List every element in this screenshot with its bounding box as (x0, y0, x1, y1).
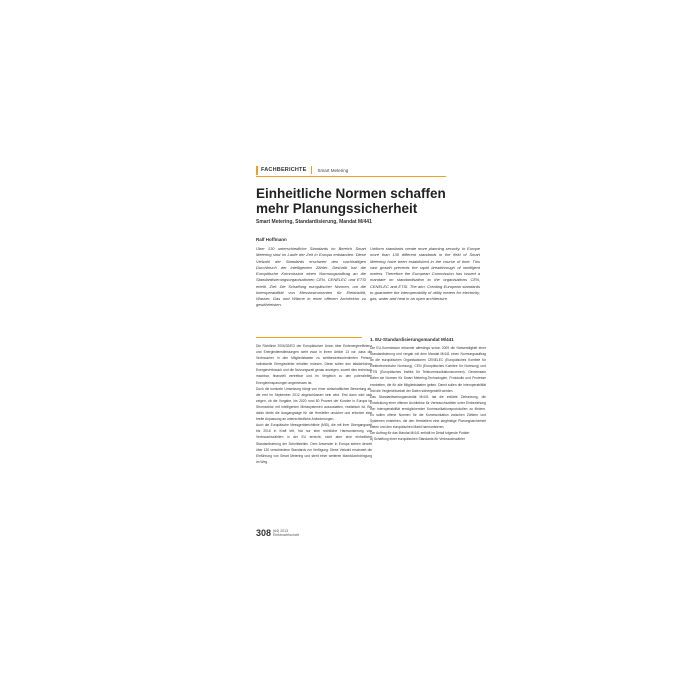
body-paragraph: Der Auftrag für das Mandat M/441 enthält im Detail folgende Punkte: (370, 431, 470, 436)
journal-name: Elektrowirtschaft (273, 533, 299, 537)
abstract-english: Uniform standards create more planning security. In Europe more than 130 different standards in the field of Smart Metering have been established in the course of time. This vast growth prevents the rapid breakthrough of intelligent meters. Therefore the European Commission has issued a mandate on standardisation to the organisations CEN, CENELEC and ETSI. The aim: Creating European standards to guarantee the interoperability of utility meters for electricity, gas, water and heat in an open architecture. (370, 246, 480, 301)
section-heading: 1. EU-Standardisierungsmandat M/441 (370, 337, 454, 342)
body-paragraph: a) Schaffung einer europäischen Standards für Verbrauchszähler (370, 437, 465, 442)
journal-issue: (64) 2013 (273, 528, 289, 533)
page-footer (256, 528, 299, 538)
body-paragraph: Die Richtlinie 2006/32/EG der Europäischen Union über Endenergieeffizienz und Energiedienstleistungen sieht zwar in ihrem Artikel 13 vor, dass die Verbraucher in den Mitgliedstaaten zu wettbewerbsorientierten Preisen individuelle Energiezähler erhalten müssen. Diese sollen den tatsächlichen Energieverbrauch und die Nutzungszeit genau anzeigen, soweit dies technisch machbar, finanziell vertretbar und im Vergleich zu den potenziellen Energieeinsparungen angemessen ist. (256, 344, 372, 385)
article-author: Ralf Hoffmann (256, 237, 287, 242)
article-title: Einheitliche Normen schaffen mehr Planungssicherheit (256, 186, 446, 216)
header-rule (256, 176, 446, 177)
accent-bar (256, 166, 258, 175)
body-column-left (256, 343, 372, 465)
page-number: 308 (256, 528, 272, 538)
header-separator (311, 166, 312, 174)
body-paragraph: Die EU-Kommission erkannte allerdings schon 2009 die Notwendigkeit einer Standardisierung und vergab mit dem Mandat M/441 einen Normungsauftrag an die europäischen Organisationen CENELEC (Europäisches Komitee für Elektrotechnische Normung), CEN (Europäisches Komitee für Normung) und ETSI (Europäisches Institut für Telekommunikationsnormen). Gemeinsam sollen sie Normen für Smart Metering-Technologien, Protokolle und Prozesse erarbeiten, die für alle Mitgliedstaaten gelten. Damit sollen die Interoperabilität und die Vergleichbarkeit der Daten sichergestellt werden. (370, 346, 486, 393)
section-header (256, 165, 348, 175)
section-label: FACHBERICHTE (261, 167, 307, 173)
body-rule (256, 337, 362, 338)
body-paragraph: Doch die konkrete Umsetzung hängt von einer wirtschaftlichen Bewertung ab, die erst im September 2012 abgeschlossen sein wird. Erst dann wird sich zeigen, ob die Vorgabe, bis 2020 rund 80 Prozent der Kunden in Europa im Stromsektor mit intelligenten Messsystemen auszustatten, realistisch ist. Bis dahin bleibt die Ausgangslage für die Hersteller unsicher und erfordert eine breite Anpassung an unterschiedliche Anforderungen. (256, 386, 372, 422)
subsection-label: Smart Metering (317, 167, 349, 173)
body-paragraph: Auch die Europäische Messgeräterichtlinie (MID), die mit ihrer Übergangszeit bis 2016 in Kraft tritt, hat nur eine rechtliche Harmonisierung von Verbrauchszählern in der EU erreicht, nicht aber eine einheitliche Standardisierung der Schnittstellen. Dem Anwender in Europa stehen derzeit über 130 verschiedene Standards zur Verfügung. Diese Vielzahl erschwert die Einführung von Smart Metering und steht einer weiteren Marktdurchdringung im Weg. (256, 423, 372, 464)
body-paragraph: Das Standardisierungsmandat M/441 hat die erklärte Zielsetzung, die Entwicklung einer offenen Architektur für Verbrauchszähler unter Einbeziehung von Interoperabilität ermöglichenden Kommunikationsprotokollen zu fördern. Es sollen offene Normen für die Kommunikation zwischen Zählern und Systemen entstehen, die den Herstellern eine langfristige Planungssicherheit bieten und den europäischen Markt harmonisieren. (370, 394, 486, 430)
article-subtitle: Smart Metering, Standardisierung, Mandat M/441 (256, 219, 372, 225)
abstract-german: Über 130 unterschiedliche Standards im Bereich Smart Metering sind im Laufe der Zeit in Europa entstanden. Diese Vielzahl der Standards erschwert den nachhaltigen Durchbruch der intelligenten Zähler. Deshalb hat die Europäische Kommission einen Normungsauftrag an die Standardisierungsorganisationen CEN, CENELEC und ETSI erteilt. Ziel: Die Schaffung europäischer Normen, um die Interoperabilität von Messinstrumenten für Elektrizität, Wasser, Gas und Wärme in einer offenen Architektur zu gewährleisten. (256, 246, 366, 308)
body-column-right (370, 345, 486, 443)
journal-info (273, 529, 299, 538)
